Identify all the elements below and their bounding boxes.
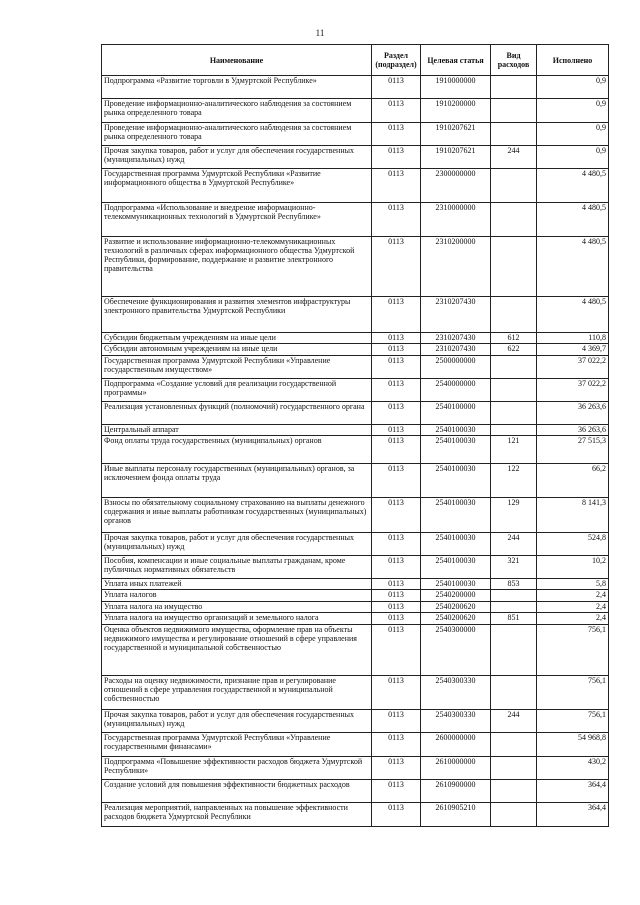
cell-tselevaya-statya: 2310000000 <box>421 203 491 237</box>
table-row <box>102 379 609 402</box>
cell-vid-raskhodov <box>491 733 537 757</box>
cell-tselevaya-statya: 2540100030 <box>421 464 491 498</box>
cell-name: Центральный аппарат <box>102 425 372 436</box>
cell-name: Подпрограмма «Развитие торговли в Удмуртской Республике» <box>102 76 372 99</box>
cell-vid-raskhodov <box>491 297 537 333</box>
cell-ispolneno: 66,2 <box>537 464 609 498</box>
cell-razdel: 0113 <box>372 590 421 602</box>
cell-vid-raskhodov: 121 <box>491 436 537 464</box>
cell-razdel: 0113 <box>372 533 421 556</box>
table-row <box>102 676 609 710</box>
cell-vid-raskhodov <box>491 99 537 123</box>
cell-tselevaya-statya: 2540300000 <box>421 625 491 676</box>
table-row <box>102 803 609 827</box>
cell-tselevaya-statya: 2540100030 <box>421 579 491 590</box>
table-row <box>102 556 609 579</box>
table-row <box>102 237 609 297</box>
table-row <box>102 757 609 780</box>
cell-razdel: 0113 <box>372 344 421 356</box>
cell-razdel: 0113 <box>372 556 421 579</box>
cell-name: Подпрограмма «Создание условий для реализации государственной программы» <box>102 379 372 402</box>
cell-tselevaya-statya: 2540100030 <box>421 436 491 464</box>
cell-vid-raskhodov: 321 <box>491 556 537 579</box>
cell-tselevaya-statya: 2540100030 <box>421 425 491 436</box>
cell-vid-raskhodov <box>491 625 537 676</box>
cell-name: Уплата налога на имущество организаций и земельного налога <box>102 613 372 625</box>
cell-name: Государственная программа Удмуртской Республики «Управление государственным имуществом» <box>102 356 372 379</box>
cell-vid-raskhodov <box>491 237 537 297</box>
cell-razdel: 0113 <box>372 203 421 237</box>
cell-tselevaya-statya: 1910200000 <box>421 99 491 123</box>
cell-vid-raskhodov <box>491 757 537 780</box>
cell-vid-raskhodov <box>491 169 537 203</box>
cell-razdel: 0113 <box>372 76 421 99</box>
cell-razdel: 0113 <box>372 733 421 757</box>
cell-vid-raskhodov: 129 <box>491 498 537 533</box>
cell-ispolneno: 0,9 <box>537 76 609 99</box>
cell-vid-raskhodov: 244 <box>491 146 537 169</box>
cell-razdel: 0113 <box>372 498 421 533</box>
cell-ispolneno: 4 480,5 <box>537 169 609 203</box>
table-row <box>102 99 609 123</box>
cell-tselevaya-statya: 2310207430 <box>421 297 491 333</box>
table-row <box>102 123 609 146</box>
cell-ispolneno: 364,4 <box>537 780 609 803</box>
cell-ispolneno: 2,4 <box>537 613 609 625</box>
cell-ispolneno: 0,9 <box>537 99 609 123</box>
cell-vid-raskhodov <box>491 356 537 379</box>
cell-name: Развитие и использование информационно-телекоммуникационных технологий в различных сферах информационного общества Удмуртской Республики, формирование, поддержание и развитие электронного правительства <box>102 237 372 297</box>
table-row <box>102 710 609 733</box>
cell-razdel: 0113 <box>372 237 421 297</box>
cell-ispolneno: 36 263,6 <box>537 402 609 425</box>
cell-ispolneno: 756,1 <box>537 625 609 676</box>
table-row <box>102 533 609 556</box>
table-row <box>102 602 609 613</box>
cell-ispolneno: 4 369,7 <box>537 344 609 356</box>
cell-name: Создание условий для повышения эффективности бюджетных расходов <box>102 780 372 803</box>
table-header-row <box>102 45 609 76</box>
cell-ispolneno: 4 480,5 <box>537 203 609 237</box>
table-row <box>102 76 609 99</box>
cell-razdel: 0113 <box>372 676 421 710</box>
cell-name: Реализация установленных функций (полномочий) государственного органа <box>102 402 372 425</box>
table-row <box>102 613 609 625</box>
cell-ispolneno: 54 968,8 <box>537 733 609 757</box>
cell-tselevaya-statya: 2540100030 <box>421 556 491 579</box>
cell-razdel: 0113 <box>372 436 421 464</box>
cell-vid-raskhodov: 851 <box>491 613 537 625</box>
cell-name: Прочая закупка товаров, работ и услуг для обеспечения государственных (муниципальных) нужд <box>102 710 372 733</box>
cell-name: Подпрограмма «Использование и внедрение информационно-телекоммуникационных технологий в Удмуртской Республике» <box>102 203 372 237</box>
cell-name: Иные выплаты персоналу государственных (муниципальных) органов, за исключением фонда оплаты труда <box>102 464 372 498</box>
cell-razdel: 0113 <box>372 356 421 379</box>
cell-name: Уплата налога на имущество <box>102 602 372 613</box>
table-body <box>102 76 609 827</box>
cell-name: Фонд оплаты труда государственных (муниципальных) органов <box>102 436 372 464</box>
cell-tselevaya-statya: 2540100030 <box>421 533 491 556</box>
cell-name: Обеспечение функционирования и развития элементов инфраструктуры электронного правительства Удмуртской Республики <box>102 297 372 333</box>
cell-vid-raskhodov: 622 <box>491 344 537 356</box>
table-row <box>102 402 609 425</box>
cell-tselevaya-statya: 1910207621 <box>421 146 491 169</box>
table-row <box>102 297 609 333</box>
cell-tselevaya-statya: 2310207430 <box>421 333 491 344</box>
table-row <box>102 498 609 533</box>
cell-name: Расходы на оценку недвижимости, признание прав и регулирование отношений в сфере управления государственной и муниципальной собственностью <box>102 676 372 710</box>
cell-razdel: 0113 <box>372 169 421 203</box>
cell-ispolneno: 756,1 <box>537 710 609 733</box>
cell-tselevaya-statya: 2540300330 <box>421 710 491 733</box>
cell-razdel: 0113 <box>372 146 421 169</box>
cell-vid-raskhodov <box>491 203 537 237</box>
cell-tselevaya-statya: 2500000000 <box>421 356 491 379</box>
table-row <box>102 344 609 356</box>
cell-name: Уплата иных платежей <box>102 579 372 590</box>
cell-razdel: 0113 <box>372 780 421 803</box>
cell-razdel: 0113 <box>372 625 421 676</box>
cell-ispolneno: 8 141,3 <box>537 498 609 533</box>
table-row <box>102 579 609 590</box>
cell-vid-raskhodov <box>491 676 537 710</box>
cell-ispolneno: 37 022,2 <box>537 379 609 402</box>
cell-tselevaya-statya: 2600000000 <box>421 733 491 757</box>
cell-name: Субсидии автономным учреждениям на иные цели <box>102 344 372 356</box>
table-row <box>102 625 609 676</box>
cell-tselevaya-statya: 2310207430 <box>421 344 491 356</box>
table-row <box>102 203 609 237</box>
table-row <box>102 780 609 803</box>
cell-razdel: 0113 <box>372 464 421 498</box>
cell-name: Взносы по обязательному социальному страхованию на выплаты денежного содержания и иные выплаты работникам государственных (муниципальных) органов <box>102 498 372 533</box>
column-header-vid-raskhodov: Вид расходов <box>491 45 537 76</box>
cell-ispolneno: 110,8 <box>537 333 609 344</box>
cell-razdel: 0113 <box>372 379 421 402</box>
cell-ispolneno: 430,2 <box>537 757 609 780</box>
cell-tselevaya-statya: 2610905210 <box>421 803 491 827</box>
cell-razdel: 0113 <box>372 333 421 344</box>
cell-tselevaya-statya: 1910000000 <box>421 76 491 99</box>
table-row <box>102 590 609 602</box>
cell-name: Субсидии бюджетным учреждениям на иные цели <box>102 333 372 344</box>
cell-name: Проведение информационно-аналитического наблюдения за состоянием рынка определенного товара <box>102 99 372 123</box>
cell-ispolneno: 4 480,5 <box>537 237 609 297</box>
table-row <box>102 146 609 169</box>
cell-name: Подпрограмма «Повышение эффективности расходов бюджета Удмуртской Республики» <box>102 757 372 780</box>
cell-vid-raskhodov <box>491 780 537 803</box>
cell-name: Прочая закупка товаров, работ и услуг для обеспечения государственных (муниципальных) нужд <box>102 146 372 169</box>
cell-vid-raskhodov <box>491 402 537 425</box>
cell-tselevaya-statya: 2540200620 <box>421 602 491 613</box>
cell-name: Пособия, компенсации и иные социальные выплаты гражданам, кроме публичных нормативных обязательств <box>102 556 372 579</box>
cell-tselevaya-statya: 2540300330 <box>421 676 491 710</box>
cell-vid-raskhodov <box>491 425 537 436</box>
table-row <box>102 733 609 757</box>
cell-tselevaya-statya: 2540000000 <box>421 379 491 402</box>
cell-tselevaya-statya: 2310200000 <box>421 237 491 297</box>
cell-name: Реализация мероприятий, направленных на повышение эффективности расходов бюджета Удмуртской Республики <box>102 803 372 827</box>
page-number: 11 <box>315 28 325 38</box>
cell-tselevaya-statya: 2540100000 <box>421 402 491 425</box>
cell-vid-raskhodov <box>491 602 537 613</box>
cell-vid-raskhodov <box>491 76 537 99</box>
cell-tselevaya-statya: 2540100030 <box>421 498 491 533</box>
table-row <box>102 169 609 203</box>
cell-razdel: 0113 <box>372 297 421 333</box>
cell-vid-raskhodov: 122 <box>491 464 537 498</box>
column-header-name: Наименование <box>102 45 372 76</box>
cell-ispolneno: 37 022,2 <box>537 356 609 379</box>
cell-ispolneno: 27 515,3 <box>537 436 609 464</box>
cell-razdel: 0113 <box>372 99 421 123</box>
table-row <box>102 425 609 436</box>
cell-razdel: 0113 <box>372 425 421 436</box>
cell-razdel: 0113 <box>372 402 421 425</box>
cell-razdel: 0113 <box>372 602 421 613</box>
cell-ispolneno: 10,2 <box>537 556 609 579</box>
cell-ispolneno: 0,9 <box>537 146 609 169</box>
cell-razdel: 0113 <box>372 803 421 827</box>
cell-name: Прочая закупка товаров, работ и услуг для обеспечения государственных (муниципальных) нужд <box>102 533 372 556</box>
cell-tselevaya-statya: 2540200000 <box>421 590 491 602</box>
cell-ispolneno: 0,9 <box>537 123 609 146</box>
cell-tselevaya-statya: 2610000000 <box>421 757 491 780</box>
cell-vid-raskhodov: 244 <box>491 533 537 556</box>
cell-ispolneno: 5,8 <box>537 579 609 590</box>
cell-razdel: 0113 <box>372 123 421 146</box>
cell-name: Проведение информационно-аналитического наблюдения за состоянием рынка определенного товара <box>102 123 372 146</box>
table-row <box>102 333 609 344</box>
cell-ispolneno: 2,4 <box>537 590 609 602</box>
column-header-tselevaya-statya: Целевая статья <box>421 45 491 76</box>
cell-vid-raskhodov <box>491 123 537 146</box>
column-header-razdel: Раздел (подраздел) <box>372 45 421 76</box>
cell-ispolneno: 756,1 <box>537 676 609 710</box>
cell-razdel: 0113 <box>372 613 421 625</box>
table-row <box>102 464 609 498</box>
cell-name: Уплата налогов <box>102 590 372 602</box>
cell-vid-raskhodov: 612 <box>491 333 537 344</box>
cell-vid-raskhodov <box>491 379 537 402</box>
cell-ispolneno: 36 263,6 <box>537 425 609 436</box>
cell-tselevaya-statya: 2610900000 <box>421 780 491 803</box>
cell-name: Государственная программа Удмуртской Республики «Управление государственными финансами» <box>102 733 372 757</box>
cell-vid-raskhodov <box>491 590 537 602</box>
cell-ispolneno: 2,4 <box>537 602 609 613</box>
cell-ispolneno: 4 480,5 <box>537 297 609 333</box>
cell-name: Государственная программа Удмуртской Республики «Развитие информационного общества в Удмуртской Республике» <box>102 169 372 203</box>
cell-vid-raskhodov <box>491 803 537 827</box>
cell-razdel: 0113 <box>372 757 421 780</box>
cell-vid-raskhodov: 853 <box>491 579 537 590</box>
cell-tselevaya-statya: 2300000000 <box>421 169 491 203</box>
budget-table <box>101 44 609 827</box>
cell-ispolneno: 364,4 <box>537 803 609 827</box>
table-row <box>102 356 609 379</box>
cell-razdel: 0113 <box>372 710 421 733</box>
column-header-ispolneno: Исполнено <box>537 45 609 76</box>
cell-vid-raskhodov: 244 <box>491 710 537 733</box>
table-row <box>102 436 609 464</box>
cell-razdel: 0113 <box>372 579 421 590</box>
cell-tselevaya-statya: 2540200620 <box>421 613 491 625</box>
cell-name: Оценка объектов недвижимого имущества, оформление прав на объекты недвижимого имущества и регулирование отношений в сфере управления государственной и муниципальной собственностью <box>102 625 372 676</box>
cell-ispolneno: 524,8 <box>537 533 609 556</box>
cell-tselevaya-statya: 1910207621 <box>421 123 491 146</box>
